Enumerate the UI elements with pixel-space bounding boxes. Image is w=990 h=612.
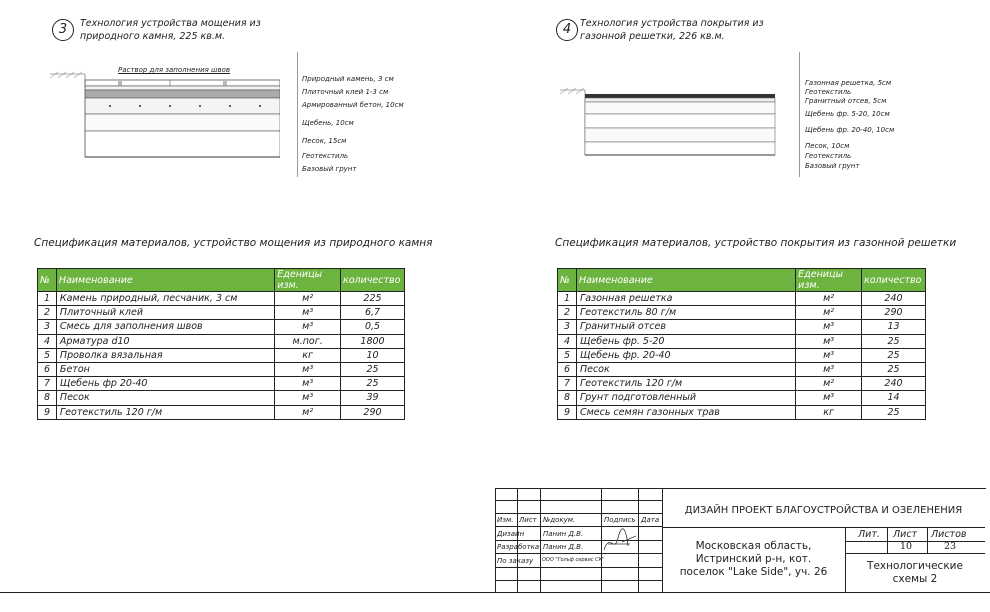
- col-header: Наименование: [576, 269, 795, 292]
- left-spec-table: [37, 268, 405, 420]
- table-row: [38, 405, 405, 419]
- sheets-label: Листов: [931, 529, 967, 540]
- row-unit: м³: [796, 348, 862, 362]
- row-number: 9: [558, 405, 577, 419]
- row-unit: м³: [275, 391, 341, 405]
- sheet-number: 10: [900, 541, 913, 552]
- row-number: 4: [38, 334, 57, 348]
- row-number: 2: [558, 306, 577, 320]
- left-layer-label: Геотекстиль: [302, 152, 349, 160]
- sheet-label: Лист: [893, 529, 918, 540]
- col-header: №: [558, 269, 577, 292]
- row-quantity: 25: [862, 362, 926, 376]
- address-block: Московская область, Истринский р-н, кот. поселок "Lake Side", уч. 26: [679, 540, 828, 578]
- row-number: 2: [38, 306, 57, 320]
- row-quantity: 225: [341, 292, 405, 306]
- row-quantity: 25: [341, 377, 405, 391]
- stamp-person: Панин Д.В.: [543, 543, 584, 551]
- stamp-divider: [927, 527, 928, 553]
- stamp-col-list: Лист: [519, 516, 537, 524]
- stamp-divider: [495, 500, 662, 501]
- stamp-person: ООО "Гольф сервис СК": [542, 557, 605, 563]
- left-layer-label: Песок, 15см: [302, 137, 347, 145]
- sheets-total: 23: [944, 541, 957, 552]
- table-row: [38, 348, 405, 362]
- table-row: [558, 377, 926, 391]
- row-quantity: 290: [341, 405, 405, 419]
- row-unit: м³: [275, 306, 341, 320]
- row-number: 7: [38, 377, 57, 391]
- signature-icon: [600, 524, 640, 560]
- row-quantity: 10: [341, 348, 405, 362]
- row-unit: м³: [796, 362, 862, 376]
- right-spec-title: Спецификация материалов, устройство покрытия из газонной решетки: [555, 237, 957, 249]
- left-layer-label: Базовый грунт: [302, 165, 357, 173]
- table-row: [38, 334, 405, 348]
- table-row: [38, 391, 405, 405]
- row-quantity: 0,5: [341, 320, 405, 334]
- row-unit: м³: [796, 334, 862, 348]
- row-unit: кг: [275, 348, 341, 362]
- row-number: 7: [558, 377, 577, 391]
- row-quantity: 25: [862, 334, 926, 348]
- table-row: [558, 348, 926, 362]
- row-unit: м²: [275, 292, 341, 306]
- row-number: 3: [558, 320, 577, 334]
- right-layer-label: Геотекстиль: [805, 88, 852, 96]
- right-layer-label: Щебень фр. 20-40, 10см: [805, 126, 895, 134]
- row-number: 5: [558, 348, 577, 362]
- right-detail-title: Технология устройства покрытия из газонной решетки, 226 кв.м.: [580, 18, 764, 42]
- table-row: [38, 362, 405, 376]
- row-quantity: 25: [341, 362, 405, 376]
- stamp-divider: [845, 541, 985, 542]
- row-quantity: 6,7: [341, 306, 405, 320]
- stamp-col-sign: Подпись: [604, 516, 636, 524]
- row-name: Щебень фр. 5-20: [576, 334, 795, 348]
- row-name: Песок: [576, 362, 795, 376]
- left-layer-label: Щебень, 10см: [302, 119, 354, 127]
- table-row: [558, 391, 926, 405]
- row-quantity: 14: [862, 391, 926, 405]
- stamp-col-izm: Изм.: [497, 516, 514, 524]
- stamp-col-doc: №докум.: [543, 516, 576, 524]
- right-layer-label: Щебень фр. 5-20, 10см: [805, 110, 890, 118]
- row-unit: кг: [796, 405, 862, 419]
- stamp-divider: [887, 527, 888, 553]
- row-number: 3: [38, 320, 57, 334]
- left-layer-label: Плиточный клей 1-3 см: [302, 88, 389, 96]
- right-layer-label: Газонная решетка, 5см: [805, 79, 892, 87]
- row-name: Арматура d10: [56, 334, 274, 348]
- project-title: ДИЗАЙН ПРОЕКТ БЛАГОУСТРОЙСТВА И ОЗЕЛЕНЕНИЯ: [684, 505, 963, 516]
- stamp-divider: [662, 527, 985, 528]
- row-name: Проволка вязальная: [56, 348, 274, 362]
- row-quantity: 25: [862, 405, 926, 419]
- row-name: Грунт подготовленный: [576, 391, 795, 405]
- left-callout-label: Раствор для заполнения швов: [118, 66, 230, 74]
- row-name: Геотекстиль 80 г/м: [576, 306, 795, 320]
- right-leader-line: [799, 52, 800, 177]
- row-unit: м³: [796, 320, 862, 334]
- row-name: Геотекстиль 120 г/м: [56, 405, 274, 419]
- row-name: Песок: [56, 391, 274, 405]
- right-spec-body: [558, 292, 926, 420]
- row-name: Плиточный клей: [56, 306, 274, 320]
- row-name: Щебень фр. 20-40: [576, 348, 795, 362]
- row-quantity: 25: [862, 348, 926, 362]
- section-number-3: 3: [52, 19, 74, 41]
- row-quantity: 240: [862, 292, 926, 306]
- row-name: Бетон: [56, 362, 274, 376]
- right-layer-label: Геотекстиль: [805, 152, 852, 160]
- lit-label: Лит.: [858, 529, 880, 540]
- table-row: [38, 306, 405, 320]
- row-number: 1: [38, 292, 57, 306]
- col-header: Еденицы изм.: [796, 269, 862, 292]
- right-layer-label: Базовый грунт: [805, 162, 860, 170]
- row-number: 1: [558, 292, 577, 306]
- table-row: [38, 320, 405, 334]
- left-spec-body: [38, 292, 405, 420]
- stamp-divider: [495, 580, 662, 581]
- table-row: [558, 292, 926, 306]
- right-section-drawing: [560, 80, 780, 175]
- row-name: Газонная решетка: [576, 292, 795, 306]
- col-header: количество: [862, 269, 926, 292]
- row-quantity: 240: [862, 377, 926, 391]
- row-unit: м³: [275, 320, 341, 334]
- row-quantity: 39: [341, 391, 405, 405]
- row-number: 4: [558, 334, 577, 348]
- stamp-role: По заказу: [497, 557, 534, 565]
- row-number: 6: [38, 362, 57, 376]
- row-unit: м³: [275, 377, 341, 391]
- row-number: 8: [38, 391, 57, 405]
- left-detail-title: Технология устройства мощения из природного камня, 225 кв.м.: [80, 18, 261, 42]
- left-layer-label: Армированный бетон, 10см: [302, 101, 404, 109]
- table-row: [558, 306, 926, 320]
- row-name: Щебень фр 20-40: [56, 377, 274, 391]
- left-leader-line: [297, 52, 298, 177]
- right-spec-table: [557, 268, 926, 420]
- stamp-divider: [495, 513, 662, 514]
- sheet-title: Технологические схемы 2: [867, 560, 963, 585]
- row-name: Геотекстиль 120 г/м: [576, 377, 795, 391]
- left-section-drawing: [50, 60, 280, 175]
- row-number: 8: [558, 391, 577, 405]
- table-row: [558, 320, 926, 334]
- stamp-col-date: Дата: [641, 516, 660, 524]
- right-layer-label: Гранитный отсев, 5см: [805, 97, 887, 105]
- table-row: [38, 377, 405, 391]
- row-quantity: 1800: [341, 334, 405, 348]
- stamp-role: Дизайн: [497, 530, 525, 538]
- left-spec-title: Спецификация материалов, устройство мощения из природного камня: [34, 237, 433, 249]
- col-header: №: [38, 269, 57, 292]
- col-header: Еденицы изм.: [275, 269, 341, 292]
- row-unit: м²: [796, 292, 862, 306]
- right-layer-label: Песок, 10см: [805, 142, 850, 150]
- row-unit: м²: [275, 405, 341, 419]
- stamp-divider: [495, 567, 662, 568]
- row-name: Смесь семян газонных трав: [576, 405, 795, 419]
- row-name: Смесь для заполнения швов: [56, 320, 274, 334]
- row-name: Камень природный, песчаник, 3 см: [56, 292, 274, 306]
- stamp-role: Разработка: [497, 543, 540, 551]
- left-layer-label: Природный камень, 3 см: [302, 75, 394, 83]
- row-name: Гранитный отсев: [576, 320, 795, 334]
- row-quantity: 290: [862, 306, 926, 320]
- row-number: 9: [38, 405, 57, 419]
- section-number-4: 4: [556, 19, 578, 41]
- row-number: 5: [38, 348, 57, 362]
- row-unit: м³: [275, 362, 341, 376]
- table-row: [558, 334, 926, 348]
- table-row: [558, 362, 926, 376]
- row-unit: м³: [796, 391, 862, 405]
- row-unit: м.пог.: [275, 334, 341, 348]
- stamp-divider: [845, 553, 985, 554]
- table-row: [558, 405, 926, 419]
- row-unit: м²: [796, 377, 862, 391]
- row-unit: м²: [796, 306, 862, 320]
- table-row: [38, 292, 405, 306]
- stamp-person: Панин Д.В.: [543, 530, 584, 538]
- col-header: Наименование: [56, 269, 274, 292]
- row-number: 6: [558, 362, 577, 376]
- row-quantity: 13: [862, 320, 926, 334]
- col-header: количество: [341, 269, 405, 292]
